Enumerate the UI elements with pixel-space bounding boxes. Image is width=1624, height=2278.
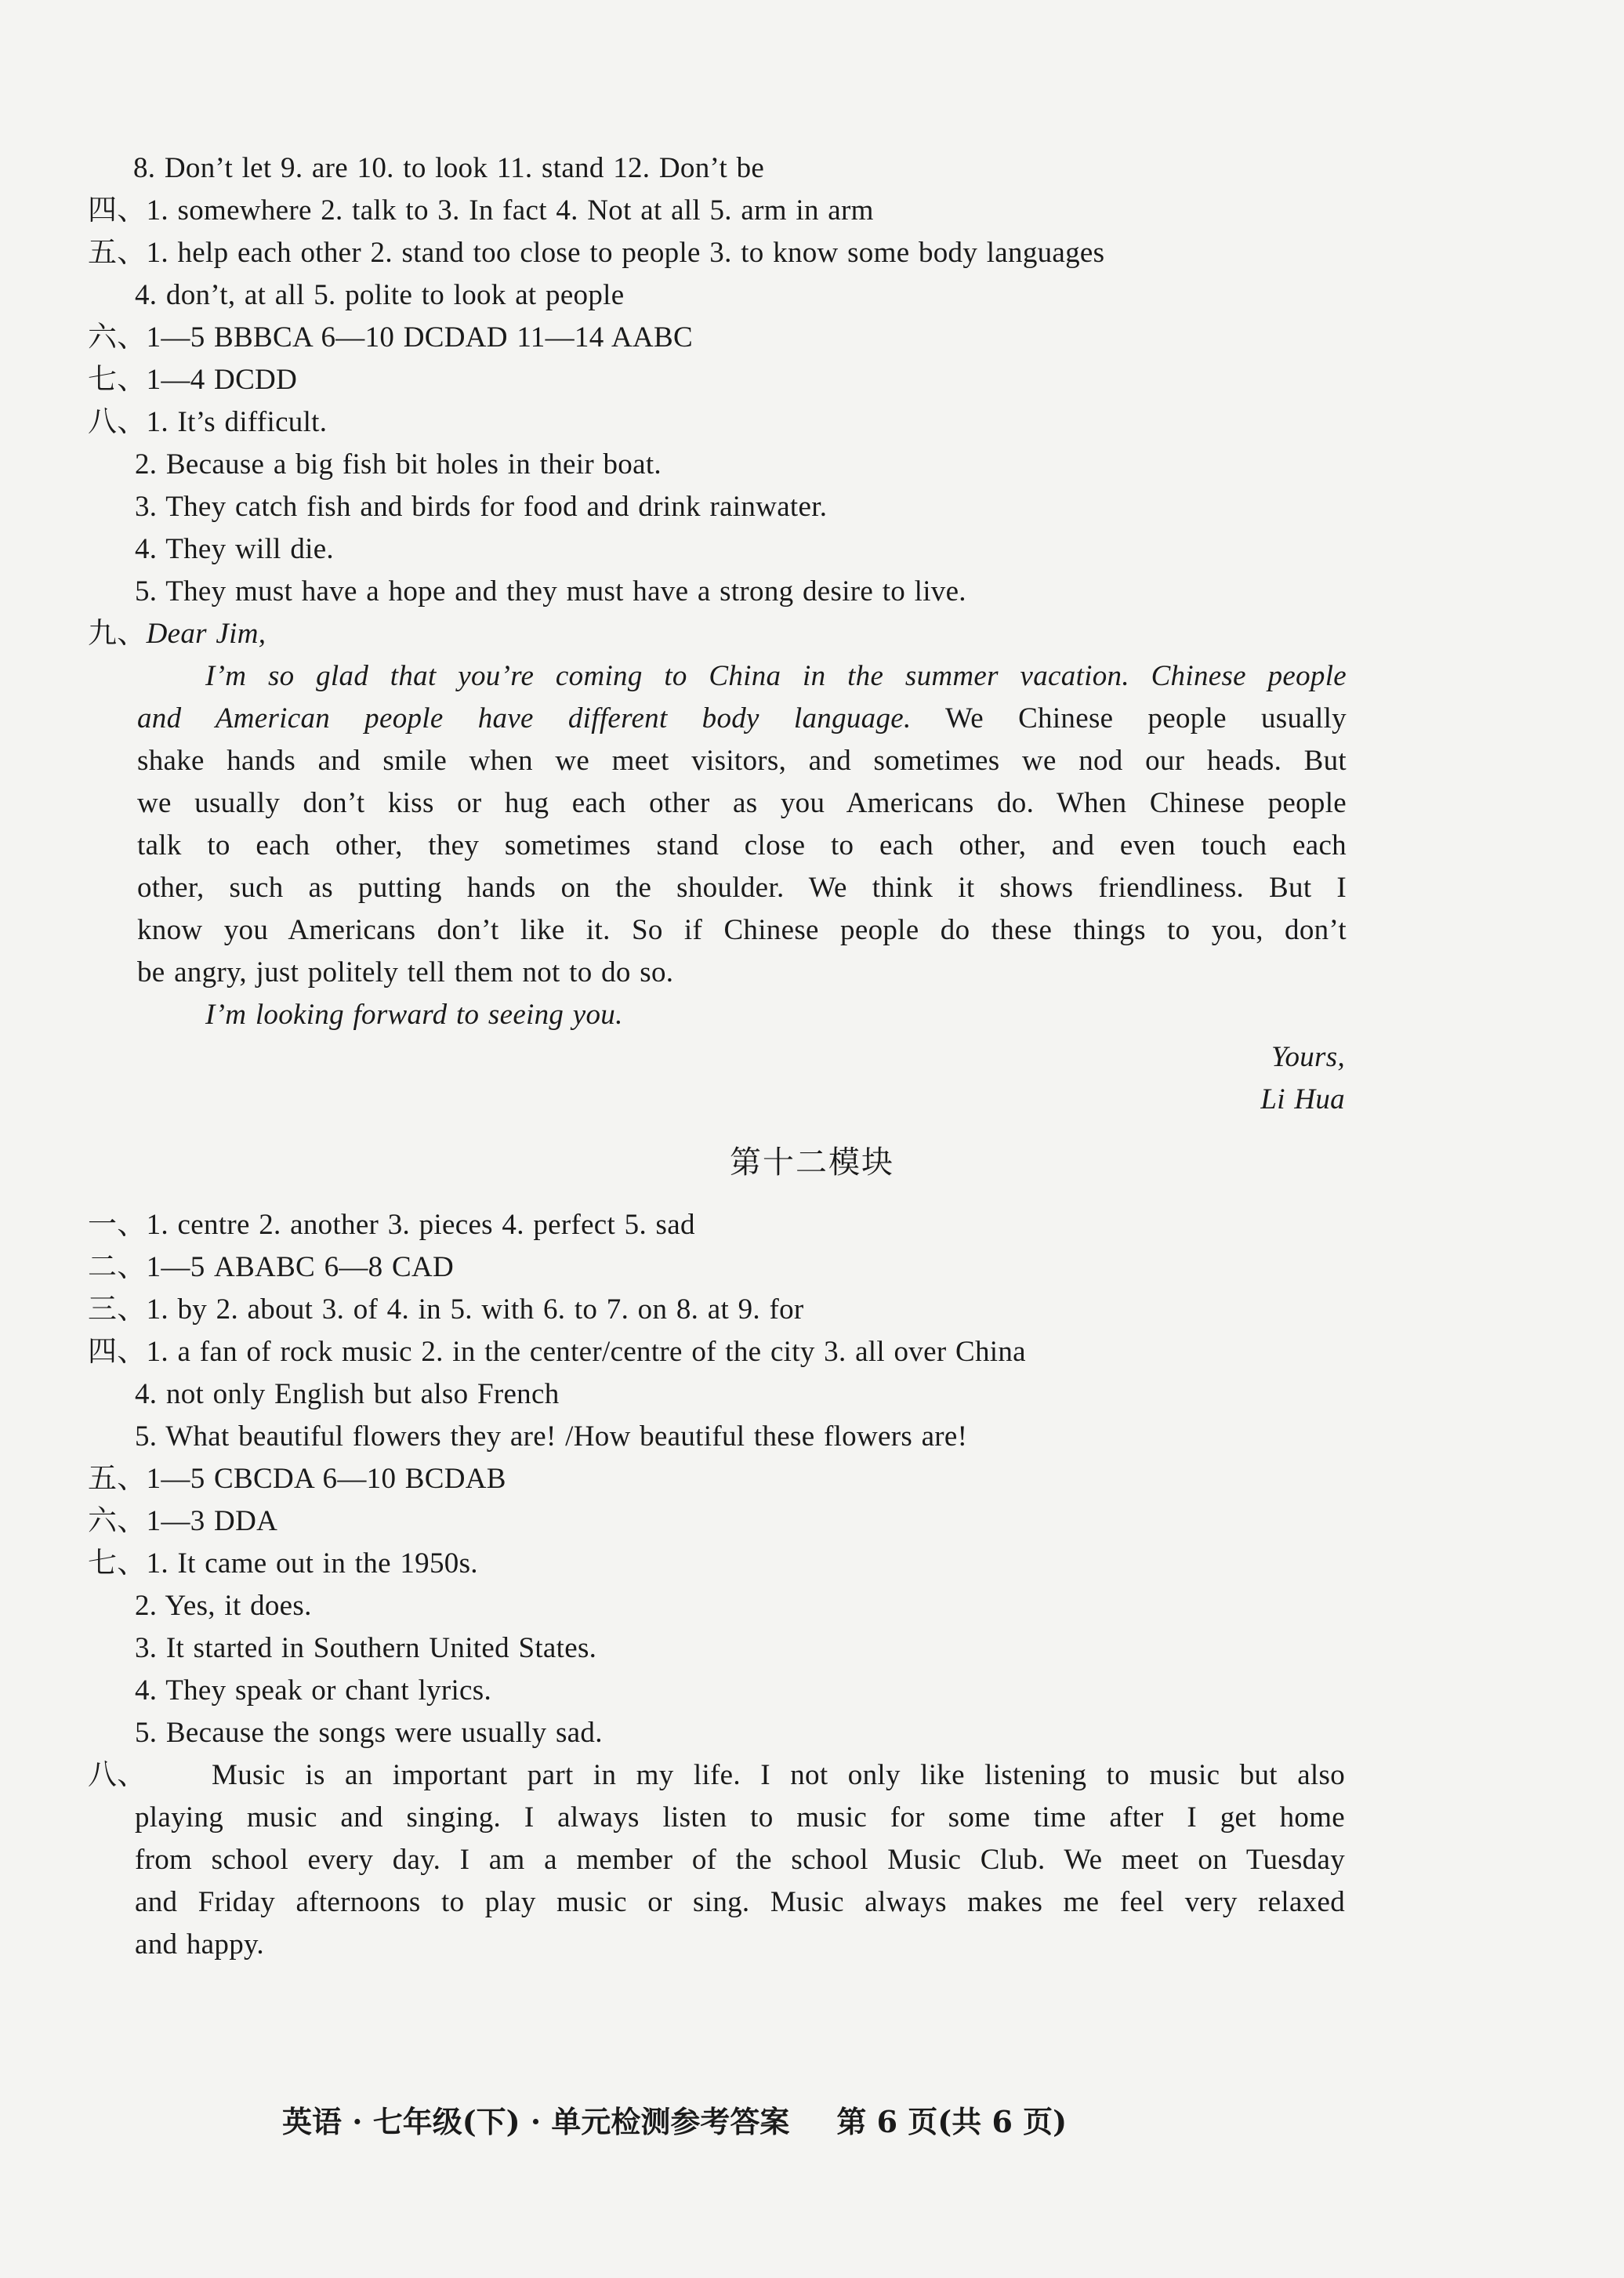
letter-text: We Chinese people usually — [911, 702, 1347, 735]
essay-line: and Friday afternoons to play music or sing. Music always makes me feel very relaxed — [135, 1886, 1345, 1918]
footer-title: 英语 · 七年级(下) · 单元检测参考答案 — [282, 2104, 790, 2139]
section-3-items: 1. by 2. about 3. of 4. in 5. with 6. to 7. on 8. at 9. for — [146, 1293, 804, 1326]
section-1-items: 1. centre 2. another 3. pieces 4. perfect 5. sad — [146, 1209, 695, 1241]
letter-line: we usually don’t kiss or hug each other as you Americans do. When Chinese people — [137, 787, 1347, 819]
section-5-line-1 — [88, 232, 1104, 274]
section-5-items: 1—5 CBCDA 6—10 BCDAB — [146, 1463, 506, 1495]
letter-line: know you Americans don’t like it. So if Chinese people do these things to you, don’t — [137, 914, 1347, 946]
answer-text: 4. They will die. — [135, 533, 334, 565]
section-6-items: 1—3 DDA — [146, 1505, 278, 1537]
section-6-items: 1—5 BBBCA 6—10 DCDAD 11—14 AABC — [146, 321, 693, 354]
section-marker: 一、 — [88, 1209, 147, 1241]
section-marker: 七、 — [88, 1547, 147, 1580]
section-4-line-3: 5. What beautiful flowers they are! /How beautiful these flowers are! — [135, 1420, 968, 1453]
answer-text: 3. It started in Southern United States. — [135, 1632, 597, 1664]
section-marker: 六、 — [88, 1505, 147, 1537]
section-marker: 四、 — [88, 194, 147, 227]
page-footer — [282, 2101, 1067, 2143]
letter-line: shake hands and smile when we meet visitors, and sometimes we nod our heads. But — [137, 745, 1347, 777]
answer-text: 1. It came out in the 1950s. — [146, 1547, 478, 1580]
letter-signature: Li Hua — [1260, 1083, 1345, 1115]
answer-text: 2. Yes, it does. — [135, 1590, 312, 1622]
section-5-line — [88, 1458, 506, 1500]
section-marker: 六、 — [88, 321, 147, 354]
letter-line — [137, 698, 1347, 740]
section-6-line — [88, 1500, 277, 1543]
module-heading: 第十二模块 — [730, 1144, 894, 1181]
letter-salutation: Dear Jim, — [146, 618, 266, 650]
section-7-line-1 — [88, 1543, 478, 1585]
section-marker: 四、 — [88, 1336, 147, 1368]
section-2-line — [88, 1246, 454, 1289]
letter-line: I’m looking forward to seeing you. — [205, 999, 623, 1031]
essay-line: from school every day. I am a member of the school Music Club. We meet on Tuesday — [135, 1844, 1345, 1876]
section-marker: 五、 — [88, 237, 147, 269]
section-5-line-2: 4. don’t, at all 5. polite to look at people — [135, 279, 625, 311]
section-marker: 九、 — [88, 618, 147, 650]
section-7-line — [88, 359, 297, 401]
answer-text: 5. Because the songs were usually sad. — [135, 1717, 603, 1749]
answer-text: 4. They speak or chant lyrics. — [135, 1674, 491, 1707]
section-4-items: 1. somewhere 2. talk to 3. In fact 4. Not at all 5. arm in arm — [146, 194, 874, 227]
page-number: 第 6 页(共 6 页) — [836, 2104, 1068, 2139]
letter-line: be angry, just politely tell them not to do so. — [137, 956, 674, 988]
section-5-items: 1. help each other 2. stand too close to people 3. to know some body languages — [146, 237, 1105, 269]
letter-line: I’m so glad that you’re coming to China in the summer vacation. Chinese people — [205, 660, 1347, 692]
answer-text: 1. It’s difficult. — [146, 406, 328, 438]
section-4-items: 1. a fan of rock music 2. in the center/centre of the city 3. all over China — [146, 1336, 1026, 1368]
section-3-line — [88, 1289, 804, 1331]
essay-line: playing music and singing. I always listen to music for some time after I get home — [135, 1801, 1345, 1834]
essay-line: Music is an important part in my life. I not only like listening to music but also — [212, 1759, 1345, 1791]
answer-line-8-12: 8. Don’t let 9. are 10. to look 11. stand 12. Don’t be — [133, 152, 765, 184]
section-marker: 七、 — [88, 364, 147, 396]
section-8-line-1 — [88, 401, 327, 444]
letter-line: talk to each other, they sometimes stand close to each other, and even touch each — [137, 829, 1347, 862]
section-marker: 八、 — [88, 406, 147, 438]
letter-line: other, such as putting hands on the shoulder. We think it shows friendliness. But I — [137, 872, 1347, 904]
section-marker: 五、 — [88, 1463, 147, 1495]
section-marker: 三、 — [88, 1293, 147, 1326]
section-7-items: 1—4 DCDD — [146, 364, 298, 396]
letter-closing: Yours, — [1271, 1041, 1345, 1073]
answer-text: 3. They catch fish and birds for food and drink rainwater. — [135, 491, 828, 523]
section-2-items: 1—5 ABABC 6—8 CAD — [146, 1251, 455, 1283]
section-8-marker: 八、 — [88, 1759, 147, 1791]
letter-italic-text: and American people have different body language. — [137, 702, 912, 735]
essay-line: and happy. — [135, 1928, 264, 1961]
section-4-line-2: 4. not only English but also French — [135, 1378, 560, 1410]
section-6-line — [88, 317, 693, 359]
section-1-line — [88, 1204, 695, 1246]
answer-text: 5. They must have a hope and they must have a strong desire to live. — [135, 575, 966, 608]
answer-text: 2. Because a big fish bit holes in their boat. — [135, 448, 662, 481]
section-9-line — [88, 613, 266, 655]
section-4-line-1 — [88, 1331, 1026, 1373]
section-4-line — [88, 190, 874, 232]
section-marker: 二、 — [88, 1251, 147, 1283]
